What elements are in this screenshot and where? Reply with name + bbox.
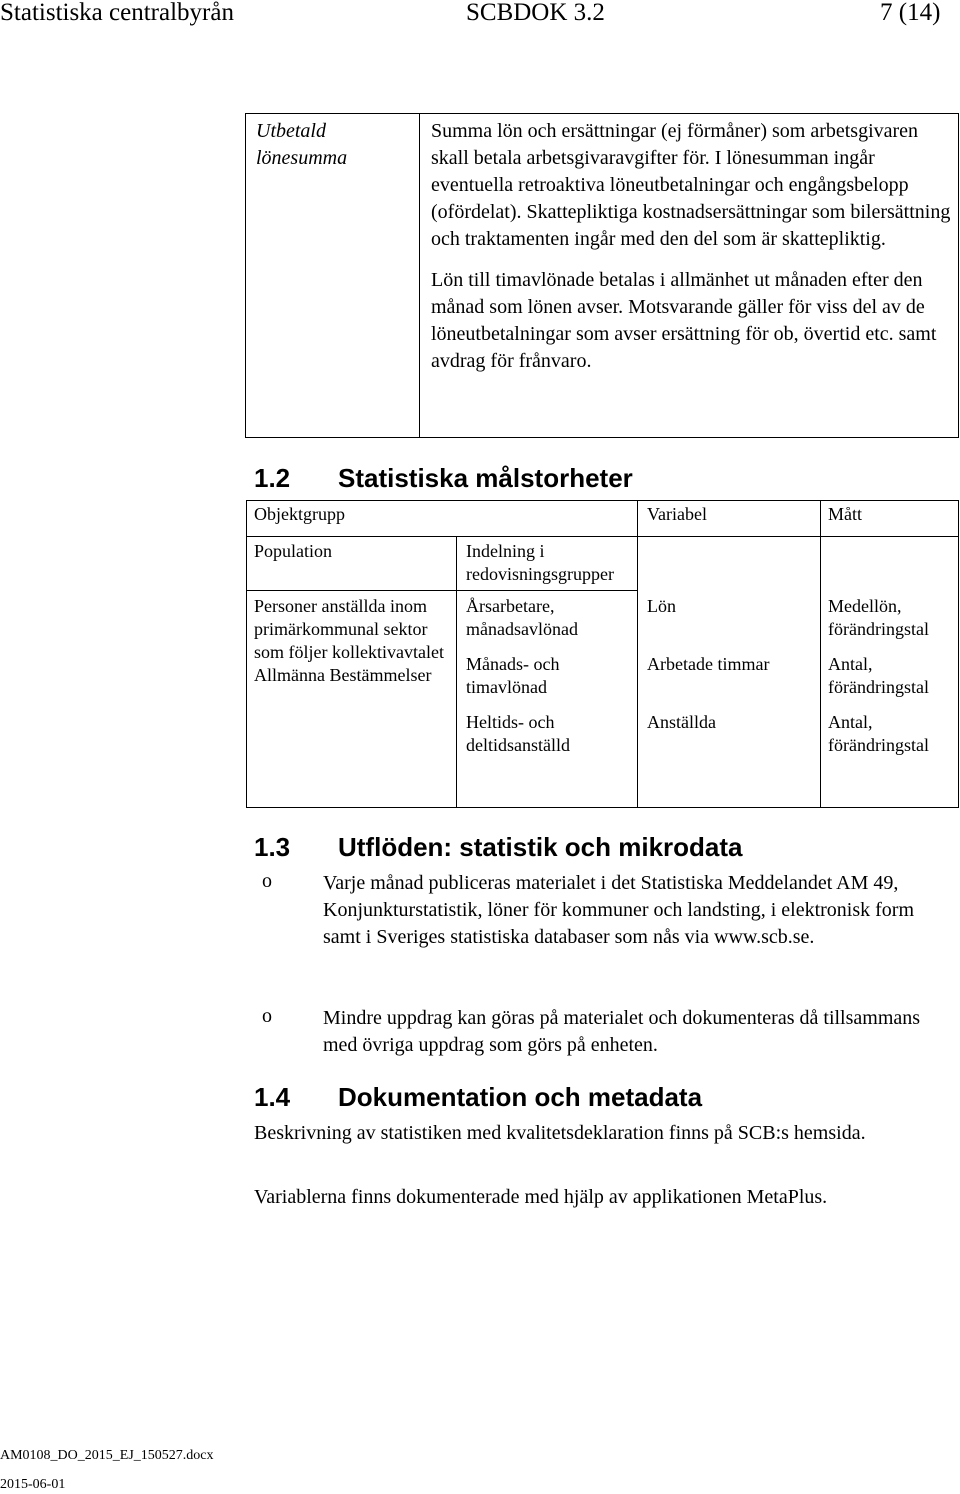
body-paragraph: Beskrivning av statistiken med kvalitetsdeklaration finns på SCB:s hemsida. bbox=[254, 1122, 866, 1144]
section-title: Statistiska målstorheter bbox=[338, 463, 633, 493]
population-value: Personer anställda inom primärkommunal sektor som följer kollektivavtalet Allmänna Bestämmelser bbox=[254, 596, 444, 685]
section-number: 1.4 bbox=[254, 1082, 291, 1112]
section-heading-1-3 bbox=[254, 831, 743, 863]
header-org: Statistiska centralbyrån bbox=[0, 0, 234, 26]
definition-box bbox=[245, 113, 959, 438]
definition-paragraph: Lön till timavlönade betalas i allmänhet ut månaden efter den månad som lönen avser. Motsvarande gäller för viss del av de löneutbetalningar som avser ersättning för ob, övertid etc. samt avdrag för frånvaro. bbox=[431, 269, 937, 372]
table-cell-variabel: Lön bbox=[647, 596, 676, 616]
definition-term: Utbetald lönesumma bbox=[256, 120, 348, 169]
table-cell-matt: Antal, förändringstal bbox=[828, 654, 929, 697]
section-heading-1-2 bbox=[254, 462, 633, 494]
table-cell-matt: Antal, förändringstal bbox=[828, 712, 929, 755]
footer-filename: AM0108_DO_2015_EJ_150527.docx bbox=[0, 1448, 214, 1463]
header-page-number: 7 (14) bbox=[880, 0, 941, 26]
subheader-population: Population bbox=[254, 541, 333, 561]
header-matt: Mått bbox=[828, 504, 862, 524]
table-cell-indelning: Heltids- och deltidsanställd bbox=[466, 712, 570, 755]
header-objektgrupp: Objektgrupp bbox=[254, 504, 345, 524]
section-number: 1.2 bbox=[254, 463, 291, 493]
subheader-indelning: Indelning i redovisningsgrupper bbox=[466, 541, 614, 584]
definition-text bbox=[431, 118, 956, 375]
bullet-marker: o bbox=[262, 1005, 272, 1027]
bullet-item: Mindre uppdrag kan göras på materialet och dokumenteras då tillsammans med övriga uppdrag som görs på enheten. bbox=[323, 1007, 921, 1056]
footer-date: 2015-06-01 bbox=[0, 1477, 66, 1492]
body-paragraph: Variablerna finns dokumenterade med hjälp av applikationen MetaPlus. bbox=[254, 1186, 828, 1208]
header-doc-id: SCBDOK 3.2 bbox=[466, 0, 605, 26]
section-title: Utflöden: statistik och mikrodata bbox=[338, 832, 743, 862]
table-cell-indelning: Månads- och timavlönad bbox=[466, 654, 560, 697]
table-row-divider bbox=[246, 590, 638, 591]
section-title: Dokumentation och metadata bbox=[338, 1082, 703, 1112]
definition-paragraph: Summa lön och ersättningar (ej förmåner) som arbetsgivaren skall betala arbetsgivaravgifter för. I lönesumman ingår eventuella retroaktiva löneutbetalningar och engångsbelopp (ofördelat). Skattepliktiga kostnadsersättningar som bilersättning och traktamenten ingår med den del som är skattepliktig. bbox=[431, 120, 951, 250]
section-heading-1-4 bbox=[254, 1081, 702, 1113]
table-cell-matt: Medellön, förändringstal bbox=[828, 596, 929, 639]
table-cell-indelning: Årsarbetare, månadsavlönad bbox=[466, 596, 578, 639]
definition-divider bbox=[419, 114, 420, 437]
table-cell-variabel: Arbetade timmar bbox=[647, 654, 770, 674]
table-cell-variabel: Anställda bbox=[647, 712, 716, 732]
section-number: 1.3 bbox=[254, 832, 291, 862]
bullet-item: Varje månad publiceras materialet i det Statistiska Meddelandet AM 49, Konjunkturstatistik, löner för kommuner och landsting, i elektronisk form samt i Sveriges statistiska databaser som nås via www.scb.se. bbox=[323, 872, 915, 948]
bullet-marker: o bbox=[262, 870, 272, 892]
header-variabel: Variabel bbox=[647, 504, 707, 524]
